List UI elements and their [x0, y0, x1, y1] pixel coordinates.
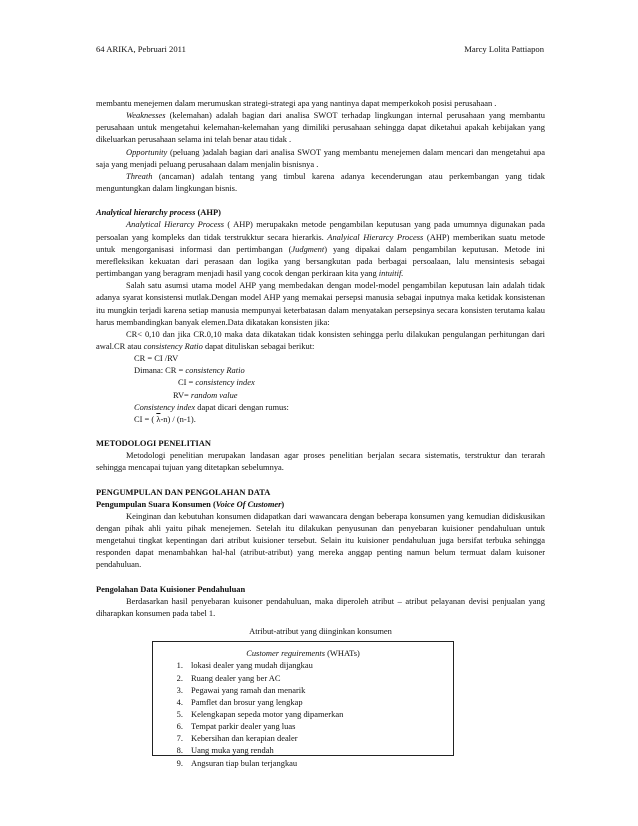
ci-eq-a: CI = ( — [134, 413, 157, 424]
intuitif-term: intuitif. — [378, 268, 404, 279]
metodologi-heading: METODOLOGI PENELITIAN — [96, 438, 211, 449]
ahp-heading-italic: Analytical hierarchy process — [96, 207, 196, 218]
cr-text-1: CR< 0,10 dan jika CR.0,10 maka data dikatakan tidak konsisten sehingga perlu dilakukan pengulangan perhitungan dari awal.CR atau — [96, 328, 545, 351]
ahp-text-2: (AHP) memberikan suatu metode untuk mengorganisasi informasi dan pertimbangan ( — [96, 231, 545, 254]
weaknesses-term: Weaknesses — [126, 110, 166, 121]
table-header-rest: (WHATs) — [325, 648, 360, 659]
swot-weaknesses-paragraph — [96, 109, 545, 145]
requirements-list — [153, 659, 453, 768]
threath-term: Threath — [126, 170, 153, 181]
page-body — [96, 97, 545, 768]
formula-rv — [96, 389, 545, 401]
swot-threath-paragraph — [96, 170, 545, 194]
ahp-heading-rest: (AHP) — [195, 207, 221, 218]
pengolahan-paragraph: Berdasarkan hasil penyebaran kuisoner pendahuluan, maka diperoleh atribut – atribut pelayanan devisi penjualan yang diharapkan konsumen pada tabel 1. — [96, 595, 545, 618]
ci-term: consistency index — [195, 377, 255, 388]
pengumpulan-paragraph: Keinginan dan kebutuhan konsumen didapatkan dari wawancara dengan beberapa konsumen yang kemudian didiskusikan dengan pihak ahli yaitu pihak menejemen. Setelah itu dilakukan penyusunan dan penyebaran kuisioner pendahuluan untuk mengetahui tingkat kepentingan dari atribut kuisioner tersebut. Selain itu kuisioner pendahuluan juga bersifat terbuka sehingga responden dapat menambahkan hal-hal (atribut-atribut) yang mereka anggap penting namun belum termuat dalam kuisoner pendahuluan. — [96, 510, 545, 570]
threath-text: (ancaman) adalah tentang yang timbul karena adanya kecenderungan atau perkembangan yang tidak menguntungkan dalam lingkungan bisnis. — [96, 170, 545, 194]
formula-ci — [96, 376, 545, 388]
formula-ci-intro — [96, 401, 545, 413]
ahp-term-2: Analyical Hierarcy Process — [327, 231, 424, 242]
dimana-term: consistency Ratio — [185, 365, 245, 376]
opportunity-text: (peluang )adalah bagian dari analisa SWOT yang membantu menejemen dalam mencari dan mengetahui apa saja yang menjadi peluang perusahaan dalam menjalin bisnisnya . — [96, 146, 545, 169]
formula-dimana — [96, 364, 545, 376]
cr-term: consistency Ratio — [143, 340, 203, 351]
voc-sub-b: Voice Of Customer — [215, 498, 282, 509]
table-header-italic: Customer reguirements — [246, 648, 326, 659]
table-caption: Atribut-atribut yang diinginkan konsumen — [249, 626, 392, 637]
running-header-right: Marcy Lolita Pattiapon — [464, 44, 544, 54]
rv-label: RV= — [173, 389, 191, 400]
dimana-label: Dimana: CR = — [134, 365, 186, 376]
list-item: 3. Pegawai yang ramah dan menarik — [176, 684, 306, 695]
lambda-symbol: $\overline{\lambda}$ — [156, 413, 161, 424]
formula-ci-equation — [96, 413, 545, 425]
ahp-paragraph-3 — [96, 328, 545, 352]
list-item: 6. Tempat parkir dealer yang luas — [176, 721, 296, 732]
table-wrapper — [96, 641, 545, 768]
list-item: 7. Kebersihan dan kerapian dealer — [176, 733, 298, 744]
ci-label: CI = — [178, 377, 196, 388]
list-item: 4. Pamflet dan brosur yang lengkap — [176, 696, 303, 707]
pengolahan-heading: Pengolahan Data Kuisioner Pendahuluan — [96, 583, 246, 594]
voc-sub-c: ) — [281, 498, 285, 509]
ahp-term-1: Analytical Hierarcy Process — [126, 219, 225, 230]
pengumpulan-heading: PENGUMPULAN DAN PENGOLAHAN DATA — [96, 486, 271, 497]
cr-text-2: dapat dituliskan sebagai berikut: — [202, 340, 315, 351]
formula-cr: CR = CI /RV — [134, 353, 179, 364]
ahp-paragraph-1 — [96, 218, 545, 279]
list-item: 5. Kelengkapan sepeda motor yang dipamerkan — [176, 708, 344, 719]
ahp-heading — [96, 206, 545, 218]
list-item: 8. Uang muka yang rendah — [176, 745, 274, 756]
swot-opportunity-paragraph — [96, 146, 545, 170]
rv-term: random value — [190, 389, 238, 400]
list-item: 2. Ruang dealer yang ber AC — [176, 672, 281, 683]
judgment-term: Judgment — [291, 243, 325, 254]
list-item: 1. lokasi dealer yang mudah dijangkau — [176, 660, 313, 671]
opportunity-term: Opportunity — [126, 146, 168, 157]
voc-sub-a: Pengumpulan Suara Konsumen ( — [96, 498, 216, 509]
ci-intro-text: dapat dicari dengan rumus: — [195, 401, 289, 412]
ahp-text-1: ( AHP) merupakakn metode pengambilan keputusan yang pada umumnya digunakan pada persoalan yang kompleks dan tidak terstrukktur secara hierarkis. — [96, 219, 545, 242]
metodologi-paragraph: Metodologi penelitian merupakan landasan agar proses penelitian berjalan secara sistematis, terstruktur dan terarah sehingga mencapai tujuan yang ditetapkan sebelumnya. — [96, 450, 545, 473]
ahp-paragraph-2: Salah satu asumsi utama model AHP yang membedakan dengan model-model pengambilan keputusan lain adalah tidak adanya syarat konsistensi mutlak.Dengan model AHP yang memakai persepsi manusia sebagai inputnya maka ketidak konsistenan itu mungkin terjadi karena setiap manusia mempunyai keterbatasan dalam menyatakan persepsinya secara konsisten terutama kalau harus membandingkan banyak elemen.Data dikatakan konsisten jika: — [96, 280, 545, 327]
ahp-text-3: ) yang dipakai dalam pengambilan keputusan. Metode ini merefleksikan kekuatan dari perasaan dan logika yang bersangkutan pada berbagai persoalaan, lalu mensintesis sebagai pertimbangan yang beragram menjadi hasil yang cocok dengan perkiraan kita yang — [96, 243, 545, 279]
ci-eq-c: -n) / (n-1). — [160, 413, 196, 424]
swot-paragraph-1: membantu menejemen dalam merumuskan strategi-strategi apa yang nantinya dapat memperkokoh posisi perusahaan . — [96, 98, 497, 108]
list-item: 9. Angsuran tiap bulan terjangkau — [176, 757, 298, 768]
weaknesses-text: (kelemahan) adalah bagian dari analisa SWOT terhadap lingkungan internal perusahaan yang membantu perusahaan untuk mengetahui kelemahan-kelemahan yang dimiliki perusahaan sehingga dapat diketahui apakah kebijakan yang dikeluarkan perusahaan selama ini telah benar atau tidak . — [96, 110, 545, 145]
running-header-left: 64 ARIKA, Pebruari 2011 — [96, 44, 186, 54]
table-header — [153, 647, 453, 659]
pengumpulan-subheading — [96, 498, 545, 510]
ci-intro-term: Consistency index — [134, 401, 196, 412]
customer-requirements-table — [152, 641, 454, 768]
